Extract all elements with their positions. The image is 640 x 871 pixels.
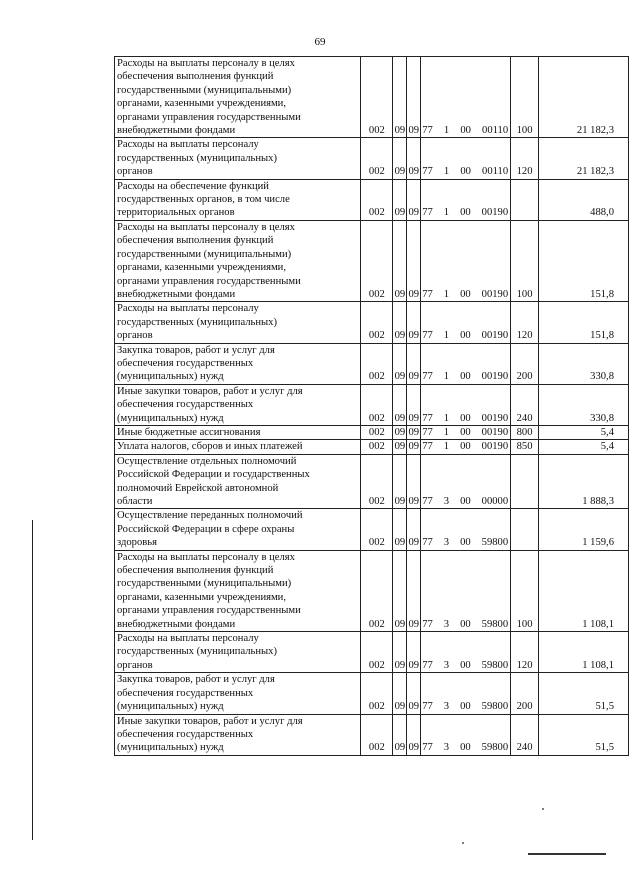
- expense-name-line: Расходы на выплаты персоналу: [117, 303, 259, 315]
- expense-name-line: органами, казенными учреждениями,: [117, 591, 287, 603]
- target-article-part: 59800: [481, 742, 509, 754]
- amount-cell: 21 182,3: [538, 57, 628, 138]
- admin-code-cell: 002: [361, 454, 393, 509]
- expense-name-line: области: [117, 496, 153, 507]
- expense-name-line: Расходы на обеспечение функций: [117, 180, 269, 192]
- expense-name-line: государственных (муниципальных): [117, 646, 277, 658]
- target-article-part: 00: [460, 496, 471, 507]
- expense-name-line: Российской Федерации и государственных: [117, 469, 310, 481]
- target-article-cell: [421, 632, 511, 673]
- target-article-parts: [422, 165, 510, 178]
- margin-rule: [32, 520, 33, 840]
- subsection-code-cell: 09: [407, 454, 421, 509]
- target-article-part: 77: [422, 618, 433, 630]
- expense-name-line: органами управления государственными: [117, 605, 301, 617]
- target-article-parts: [422, 659, 510, 672]
- target-article-part: 00190: [481, 412, 509, 424]
- amount-cell: 330,8: [538, 343, 628, 384]
- expense-name-cell: [115, 384, 361, 425]
- expense-name-line: (муниципальных) нужд: [117, 371, 224, 383]
- expense-type-cell: 240: [511, 714, 539, 755]
- admin-code-cell: 002: [361, 632, 393, 673]
- target-article-parts: [422, 536, 510, 549]
- target-article-part: 00190: [481, 371, 509, 383]
- section-code-cell: 09: [393, 632, 407, 673]
- target-article-part: 77: [422, 412, 433, 424]
- target-article-cell: [421, 343, 511, 384]
- table-row: [115, 550, 629, 631]
- target-article-part: 1: [443, 166, 450, 178]
- target-article-part: 00: [460, 371, 471, 383]
- admin-code-cell: 002: [361, 220, 393, 301]
- expense-type-cell: 120: [511, 302, 539, 343]
- target-article-part: 00: [460, 618, 471, 630]
- table-row: [115, 454, 629, 509]
- section-code-cell: 09: [393, 509, 407, 550]
- target-article-part: 77: [422, 371, 433, 383]
- target-article-part: 77: [422, 742, 433, 754]
- expense-type-cell: 800: [511, 425, 539, 439]
- section-code-cell: 09: [393, 343, 407, 384]
- target-article-part: 00190: [481, 426, 509, 438]
- admin-code-cell: 002: [361, 138, 393, 179]
- admin-code-cell: 002: [361, 425, 393, 439]
- expense-name-cell: [115, 509, 361, 550]
- subsection-code-cell: 09: [407, 673, 421, 714]
- expense-name-line: органами управления государственными: [117, 275, 301, 287]
- target-article-part: 00110: [482, 166, 509, 178]
- target-article-part: 1: [443, 412, 450, 424]
- section-code-cell: 09: [393, 179, 407, 220]
- expense-name-line: Закупка товаров, работ и услуг для: [117, 674, 275, 686]
- expense-name-line: органами, казенными учреждениями,: [117, 98, 287, 110]
- expense-name-line: Осуществление переданных полномочий: [117, 510, 303, 522]
- amount-cell: 51,5: [538, 714, 628, 755]
- target-article-part: 3: [443, 496, 450, 507]
- target-article-cell: [421, 509, 511, 550]
- subsection-code-cell: 09: [407, 57, 421, 138]
- section-code-cell: 09: [393, 302, 407, 343]
- target-article-cell: [421, 550, 511, 631]
- expense-type-cell: [511, 454, 539, 509]
- section-code-cell: 09: [393, 57, 407, 138]
- target-article-parts: [422, 370, 510, 383]
- expense-type-cell: 200: [511, 343, 539, 384]
- target-article-parts: [422, 412, 510, 425]
- amount-cell: 330,8: [538, 384, 628, 425]
- expense-name-line: полномочий Еврейской автономной: [117, 482, 279, 494]
- expense-name-line: Осуществление отдельных полномочий: [117, 455, 297, 467]
- amount-cell: 151,8: [538, 220, 628, 301]
- table-row: [115, 220, 629, 301]
- amount-cell: 488,0: [538, 179, 628, 220]
- expense-name-cell: [115, 425, 361, 439]
- target-article-part: 00: [460, 537, 471, 549]
- target-article-part: 3: [443, 537, 450, 549]
- expense-name-line: обеспечения выполнения функций: [117, 71, 274, 83]
- subsection-code-cell: 09: [407, 632, 421, 673]
- amount-cell: 5,4: [538, 440, 628, 454]
- expense-name-line: органов: [117, 166, 153, 178]
- expense-name-line: обеспечения выполнения функций: [117, 565, 274, 577]
- target-article-part: 1: [443, 125, 450, 137]
- expense-name-line: (муниципальных) нужд: [117, 412, 224, 424]
- expense-name-line: Закупка товаров, работ и услуг для: [117, 344, 275, 356]
- target-article-part: 00: [460, 701, 471, 713]
- target-article-part: 77: [422, 125, 433, 137]
- expense-name-line: Иные закупки товаров, работ и услуг для: [117, 385, 303, 397]
- expense-name-line: внебюджетными фондами: [117, 125, 236, 137]
- page-number: 69: [314, 36, 326, 48]
- section-code-cell: 09: [393, 550, 407, 631]
- expense-name-line: (муниципальных) нужд: [117, 742, 224, 754]
- target-article-part: 00: [460, 412, 471, 424]
- target-article-part: 00190: [481, 207, 509, 219]
- amount-cell: 5,4: [538, 425, 628, 439]
- target-article-part: 77: [422, 207, 433, 219]
- admin-code-cell: 002: [361, 440, 393, 454]
- table-row: [115, 138, 629, 179]
- target-article-cell: [421, 714, 511, 755]
- target-article-part: 77: [422, 659, 433, 671]
- admin-code-cell: 002: [361, 179, 393, 220]
- expense-name-cell: [115, 220, 361, 301]
- table-row: [115, 57, 629, 138]
- section-code-cell: 09: [393, 384, 407, 425]
- expense-type-cell: 240: [511, 384, 539, 425]
- target-article-parts: [422, 206, 510, 219]
- expense-name-cell: [115, 179, 361, 220]
- table-row: [115, 509, 629, 550]
- subsection-code-cell: 09: [407, 343, 421, 384]
- budget-table: [114, 56, 629, 756]
- expense-name-line: Расходы на выплаты персоналу в целях: [117, 551, 295, 563]
- expense-name-cell: [115, 632, 361, 673]
- expense-name-cell: [115, 454, 361, 509]
- amount-cell: 1 159,6: [538, 509, 628, 550]
- section-code-cell: 09: [394, 426, 406, 438]
- target-article-part: 00110: [482, 125, 509, 137]
- target-article-cell: [421, 425, 511, 439]
- target-article-part: 77: [422, 441, 433, 453]
- amount-cell: 1 888,3: [538, 454, 628, 509]
- expense-name-cell: [115, 714, 361, 755]
- expense-name-line: внебюджетными фондами: [117, 288, 236, 300]
- expense-name-cell: [115, 673, 361, 714]
- target-article-part: 00: [460, 426, 471, 438]
- target-article-part: 00190: [481, 288, 509, 300]
- target-article-part: 00: [460, 441, 471, 453]
- expense-name-line: государственными (муниципальными): [117, 578, 292, 590]
- amount-cell: 1 108,1: [538, 632, 628, 673]
- amount-cell: 21 182,3: [538, 138, 628, 179]
- target-article-part: 1: [443, 288, 450, 300]
- target-article-parts: [422, 288, 510, 301]
- target-article-cell: [421, 440, 511, 454]
- target-article-part: 77: [422, 496, 433, 507]
- expense-name-cell: [115, 57, 361, 138]
- admin-code-cell: 002: [361, 673, 393, 714]
- expense-name-line: Уплата налогов, сборов и иных платежей: [117, 441, 303, 453]
- section-code-cell: 09: [393, 454, 407, 509]
- expense-name-line: Иные закупки товаров, работ и услуг для: [117, 715, 303, 727]
- admin-code-cell: 002: [361, 343, 393, 384]
- subsection-code-cell: 09: [407, 509, 421, 550]
- target-article-part: 1: [443, 371, 450, 383]
- expense-name-line: обеспечения государственных: [117, 687, 254, 699]
- expense-type-cell: 100: [511, 550, 539, 631]
- expense-name-line: обеспечения государственных: [117, 728, 254, 740]
- expense-name-line: государственных (муниципальных): [117, 152, 277, 164]
- admin-code-cell: 002: [361, 57, 393, 138]
- table-row: [115, 440, 629, 454]
- target-article-cell: [421, 673, 511, 714]
- expense-name-cell: [115, 440, 361, 454]
- expense-name-line: государственными (муниципальными): [117, 248, 292, 260]
- table-row: [115, 302, 629, 343]
- target-article-parts: [422, 741, 510, 754]
- target-article-part: 00: [460, 330, 471, 342]
- target-article-part: 00190: [481, 330, 509, 342]
- subsection-code-cell: 09: [407, 302, 421, 343]
- expense-name-line: государственных (муниципальных): [117, 316, 277, 328]
- table-row: [115, 673, 629, 714]
- expense-type-cell: 100: [511, 57, 539, 138]
- expense-name-line: органами, казенными учреждениями,: [117, 262, 287, 274]
- expense-name-line: Расходы на выплаты персоналу в целях: [117, 221, 295, 233]
- target-article-part: 00: [460, 659, 471, 671]
- subsection-code-cell: 09: [407, 384, 421, 425]
- target-article-cell: [421, 179, 511, 220]
- amount-cell: 51,5: [538, 673, 628, 714]
- expense-name-line: обеспечения государственных: [117, 357, 254, 369]
- expense-name-cell: [115, 343, 361, 384]
- section-code-cell: 09: [394, 441, 406, 453]
- subsection-code-cell: 09: [407, 220, 421, 301]
- table-row: [115, 179, 629, 220]
- target-article-part: 1: [443, 207, 450, 219]
- expense-name-line: обеспечения выполнения функций: [117, 235, 274, 247]
- target-article-parts: [422, 440, 510, 453]
- target-article-part: 77: [422, 537, 433, 549]
- expense-name-cell: [115, 302, 361, 343]
- target-article-part: 00: [460, 207, 471, 219]
- scan-speck: [462, 842, 464, 844]
- section-code-cell: 09: [393, 138, 407, 179]
- expense-name-line: государственными (муниципальными): [117, 84, 292, 96]
- expense-name-line: Расходы на выплаты персоналу в целях: [117, 58, 295, 69]
- expense-type-cell: 850: [511, 440, 539, 454]
- target-article-part: 77: [422, 701, 433, 713]
- target-article-part: 00: [460, 288, 471, 300]
- admin-code-cell: 002: [361, 302, 393, 343]
- target-article-parts: [422, 700, 510, 713]
- section-code-cell: 09: [393, 673, 407, 714]
- target-article-part: 1: [443, 426, 450, 438]
- target-article-part: 59800: [481, 537, 509, 549]
- target-article-part: 3: [443, 742, 450, 754]
- subsection-code-cell: 09: [407, 714, 421, 755]
- subsection-code-cell: 09: [407, 179, 421, 220]
- section-code-cell: 09: [393, 714, 407, 755]
- signature-rule: [528, 853, 606, 855]
- expense-type-cell: [511, 179, 539, 220]
- target-article-parts: [422, 618, 510, 631]
- target-article-parts: [422, 124, 510, 137]
- target-article-cell: [421, 454, 511, 509]
- subsection-code-cell: 09: [408, 441, 420, 453]
- expense-name-line: Российской Федерации в сфере охраны: [117, 523, 295, 535]
- admin-code-cell: 002: [361, 509, 393, 550]
- target-article-parts: [422, 495, 510, 508]
- target-article-cell: [421, 138, 511, 179]
- expense-name-line: органов: [117, 330, 153, 342]
- expense-name-cell: [115, 138, 361, 179]
- subsection-code-cell: 09: [407, 138, 421, 179]
- target-article-part: 00: [460, 742, 471, 754]
- target-article-parts: [422, 329, 510, 342]
- expense-name-line: государственных органов, в том числе: [117, 194, 290, 206]
- table-row: [115, 384, 629, 425]
- target-article-part: 3: [443, 659, 450, 671]
- target-article-part: 1: [443, 330, 450, 342]
- target-article-cell: [421, 384, 511, 425]
- admin-code-cell: 002: [361, 714, 393, 755]
- target-article-part: 1: [443, 441, 450, 453]
- expense-name-line: органов: [117, 659, 153, 671]
- target-article-part: 59800: [481, 659, 509, 671]
- expense-name-line: территориальных органов: [117, 207, 235, 219]
- target-article-part: 00000: [481, 496, 509, 507]
- target-article-part: 77: [422, 288, 433, 300]
- target-article-part: 00: [460, 125, 471, 137]
- table-row: [115, 632, 629, 673]
- target-article-part: 77: [422, 330, 433, 342]
- expense-type-cell: 120: [511, 632, 539, 673]
- section-code-cell: 09: [393, 220, 407, 301]
- expense-name-line: органами управления государственными: [117, 111, 301, 123]
- amount-cell: 151,8: [538, 302, 628, 343]
- admin-code-cell: 002: [361, 550, 393, 631]
- scan-speck: [542, 808, 544, 810]
- target-article-part: 59800: [481, 618, 509, 630]
- target-article-part: 77: [422, 166, 433, 178]
- expense-name-line: (муниципальных) нужд: [117, 701, 224, 713]
- table-row: [115, 343, 629, 384]
- table-row: [115, 714, 629, 755]
- target-article-cell: [421, 302, 511, 343]
- admin-code-cell: 002: [361, 384, 393, 425]
- expense-name-line: Иные бюджетные ассигнования: [117, 426, 261, 438]
- expense-name-line: внебюджетными фондами: [117, 618, 236, 630]
- target-article-parts: [422, 426, 510, 439]
- expense-name-cell: [115, 550, 361, 631]
- target-article-part: 3: [443, 701, 450, 713]
- expense-type-cell: 200: [511, 673, 539, 714]
- target-article-part: 3: [443, 618, 450, 630]
- target-article-part: 59800: [481, 701, 509, 713]
- target-article-part: 77: [422, 426, 433, 438]
- target-article-part: 00: [460, 166, 471, 178]
- expense-type-cell: 100: [511, 220, 539, 301]
- subsection-code-cell: 09: [408, 426, 420, 438]
- target-article-cell: [421, 57, 511, 138]
- target-article-part: 00190: [481, 441, 509, 453]
- amount-cell: 1 108,1: [538, 550, 628, 631]
- expense-type-cell: [511, 509, 539, 550]
- table-row: [115, 425, 629, 439]
- expense-name-line: обеспечения государственных: [117, 399, 254, 411]
- subsection-code-cell: 09: [407, 550, 421, 631]
- expense-name-line: Расходы на выплаты персоналу: [117, 139, 259, 151]
- expense-name-line: здоровья: [117, 537, 157, 549]
- expense-type-cell: 120: [511, 138, 539, 179]
- target-article-cell: [421, 220, 511, 301]
- expense-name-line: Расходы на выплаты персоналу: [117, 633, 259, 645]
